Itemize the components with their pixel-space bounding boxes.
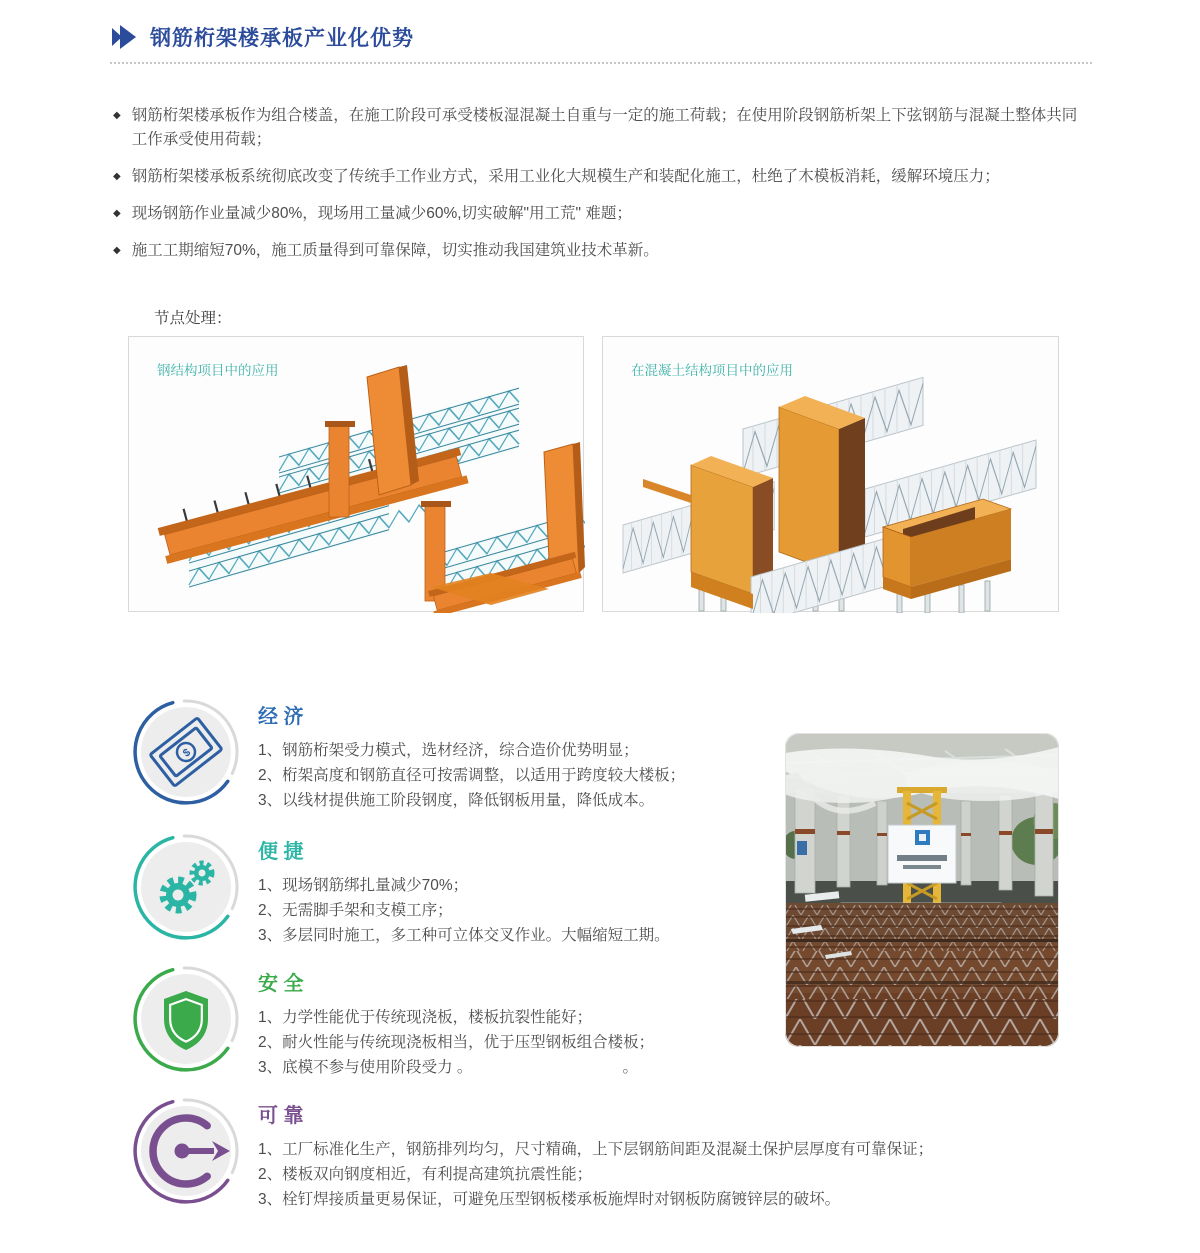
figure-steel-structure: [128, 336, 584, 612]
feature-body: [258, 698, 768, 813]
feature-line: 1、钢筋桁架受力模式，选材经济，综合造价优势明显；: [258, 742, 639, 759]
feature-line: [258, 1055, 768, 1080]
feature-line: 3、以线材提供施工阶段钢度，降低钢板用量，降低成本。: [258, 792, 655, 809]
feature-convenience: [132, 833, 768, 948]
feature-title: 经 济: [258, 706, 304, 728]
feature-line: 2、桁架高度和钢筋直径可按需调整，以适用于跨度较大楼板；: [258, 767, 686, 784]
feature-line: 1、现场钢筋绑扎量减少70%；: [258, 877, 469, 894]
construction-site-photo: [785, 733, 1059, 1047]
feature-reliability: [132, 1097, 1108, 1212]
list-item: [113, 239, 1091, 263]
stray-period: 。: [622, 1059, 638, 1076]
feature-safety: [132, 965, 768, 1080]
dotted-divider: [110, 62, 1092, 64]
diamond-bullet-icon: ◆: [113, 110, 121, 121]
intro-bullet-list: [113, 104, 1091, 276]
list-item: [113, 165, 1091, 189]
list-item: [113, 202, 1091, 226]
feature-line: 2、无需脚手架和支模工序；: [258, 902, 453, 919]
shield-icon: [132, 965, 240, 1073]
bullet-text: 钢筋桁架楼承板系统彻底改变了传统手工作业方式，采用工业化大规模生产和装配化施工，杜绝了木模板消耗，缓解环境压力；: [131, 168, 1000, 185]
feature-line: 1、力学性能优于传统现浇板，楼板抗裂性能好；: [258, 1009, 593, 1026]
figure-concrete-structure: [602, 336, 1059, 612]
dart-icon: [132, 1097, 240, 1205]
banknote-icon: [132, 698, 240, 806]
feature-line: 3、多层同时施工，多工种可立体交叉作业。大幅缩短工期。: [258, 927, 670, 944]
feature-body: [258, 1097, 1108, 1212]
bullet-text: 钢筋桁架楼承板作为组合楼盖，在施工阶段可承受楼板湿混凝土自重与一定的施工荷载；在使用阶段钢筋析架上下弦钢筋与混凝土整体共同工作承受使用荷载；: [131, 107, 1078, 148]
figure-caption: 在混凝土结构项目中的应用: [631, 363, 793, 378]
feature-line: 3、栓钉焊接质量更易保证，可避免压型钢板楼承板施焊时对钢板防腐镀锌层的破坏。: [258, 1191, 841, 1208]
feature-economy: [132, 698, 768, 813]
bullet-text: 现场钢筋作业量减少80%，现场用工量减少60%,切实破解"用工荒" 难题；: [131, 205, 632, 222]
node-treatment-label: 节点处理：: [154, 310, 232, 327]
gears-icon: [132, 833, 240, 941]
feature-line: 1、工厂标准化生产，钢筋排列均匀，尺寸精确，上下层钢筋间距及混凝土保护层厚度有可靠保证；: [258, 1141, 934, 1158]
svg-text:$: $: [180, 746, 194, 760]
feature-body: [258, 833, 768, 948]
feature-line-text: 3、底模不参与使用阶段受力 。: [258, 1059, 473, 1076]
section-header: [112, 22, 414, 52]
feature-title: 可 靠: [258, 1105, 304, 1127]
double-triangle-icon: [112, 25, 140, 49]
list-item: [113, 104, 1091, 152]
feature-title: 安 全: [258, 973, 304, 995]
feature-title: 便 捷: [258, 841, 304, 863]
feature-line: 2、楼板双向钢度相近，有利提高建筑抗震性能；: [258, 1166, 593, 1183]
diamond-bullet-icon: ◆: [113, 245, 121, 256]
feature-body: [258, 965, 768, 1080]
diamond-bullet-icon: ◆: [113, 208, 121, 219]
figure-caption: 钢结构项目中的应用: [157, 363, 279, 378]
diamond-bullet-icon: ◆: [113, 171, 121, 182]
page-title: 钢筋桁架楼承板产业化优势: [150, 27, 414, 50]
feature-line: 2、耐火性能与传统现浇板相当，优于压型钢板组合楼板；: [258, 1034, 655, 1051]
bullet-text: 施工工期缩短70%，施工质量得到可靠保障，切实推动我国建筑业技术革新。: [131, 242, 659, 259]
